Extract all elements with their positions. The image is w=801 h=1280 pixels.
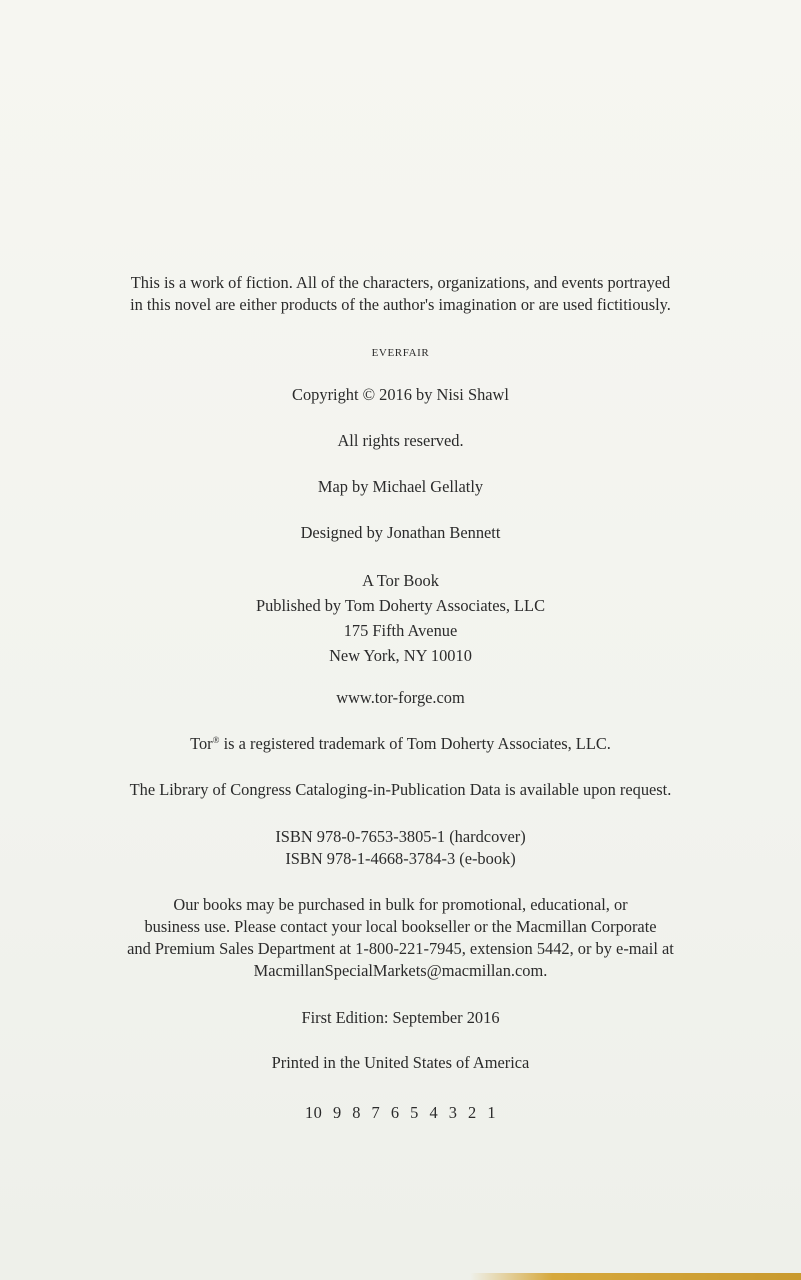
publisher-name: Published by Tom Doherty Associates, LLC [255, 596, 545, 615]
book-title: EVERFAIR [371, 347, 430, 359]
isbn-ebook: ISBN 978-1-4668-3784-3 (e-book) [285, 849, 516, 868]
isbn-hardcover: ISBN 978-0-7653-3805-1 (hardcover) [275, 827, 526, 846]
map-credit: Map by Michael Gellatly [317, 477, 484, 496]
bulk-sales-notice [0, 894, 801, 982]
publisher-street: 175 Fifth Avenue [343, 621, 458, 640]
cip-notice: The Library of Congress Cataloging-in-Publication Data is available upon request. [129, 780, 672, 799]
edition-line: First Edition: September 2016 [301, 1008, 500, 1027]
publisher-imprint: A Tor Book [362, 571, 439, 590]
page-edge-strip [470, 1273, 801, 1280]
fiction-notice [0, 272, 801, 316]
rights-line: All rights reserved. [337, 431, 464, 450]
printed-line: Printed in the United States of America [271, 1053, 530, 1072]
fiction-notice-line: in this novel are either products of the author's imagination or are used fictitiously. [130, 295, 671, 314]
bulk-sales-email: MacmillanSpecialMarkets@macmillan.com. [253, 961, 548, 980]
bulk-sales-line: business use. Please contact your local bookseller or the Macmillan Corporate [144, 917, 657, 936]
isbn-list [0, 826, 801, 870]
bulk-sales-line: Our books may be purchased in bulk for promotional, educational, or [173, 895, 628, 914]
registered-mark: ® [212, 735, 220, 745]
trademark-notice [0, 733, 801, 755]
bulk-sales-line: and Premium Sales Department at 1-800-221-7945, extension 5442, or by e-mail at [127, 939, 674, 958]
design-credit: Designed by Jonathan Bennett [300, 523, 501, 542]
website-line: www.tor-forge.com [336, 688, 465, 707]
publisher-info [0, 568, 801, 668]
fiction-notice-line: This is a work of fiction. All of the characters, organizations, and events portrayed [130, 273, 671, 292]
copyright-line: Copyright © 2016 by Nisi Shawl [292, 385, 509, 404]
trademark-text: is a registered trademark of Tom Doherty Associates, LLC. [219, 734, 611, 753]
trademark-brand: Tor [190, 734, 213, 753]
printing-number-line: 10 9 8 7 6 5 4 3 2 1 [304, 1103, 497, 1122]
publisher-city: New York, NY 10010 [329, 646, 472, 665]
